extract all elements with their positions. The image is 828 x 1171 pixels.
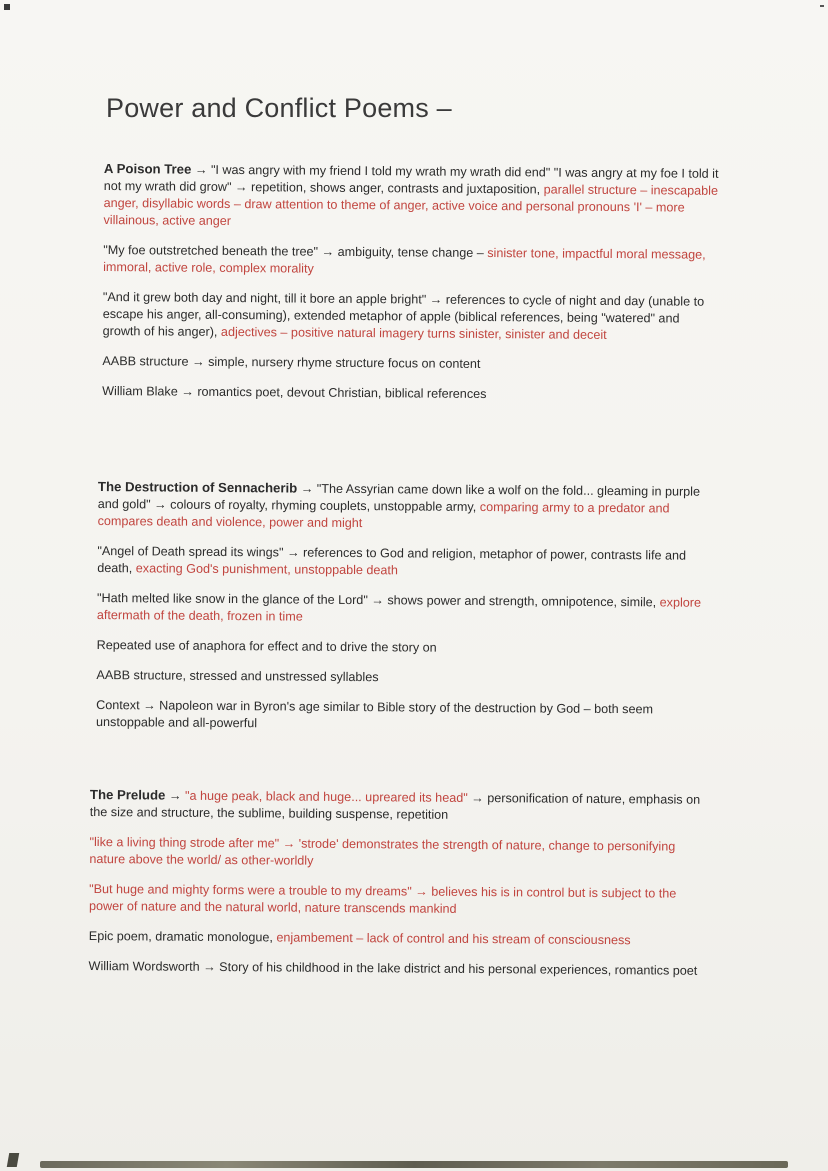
analysis-text: simple, nursery rhyme structure focus on content bbox=[208, 354, 481, 371]
analysis-text: Repeated use of anaphora for effect and to drive the story on bbox=[96, 637, 437, 655]
analysis-text: shows power and strength, omnipotence, simile, bbox=[387, 593, 657, 610]
arrow-icon: → bbox=[143, 698, 156, 713]
scan-corner-mark-right bbox=[820, 5, 824, 7]
analysis-red-text: believes his is in control but is subject to the power of nature and the natural world, nature transcends mankind bbox=[89, 884, 677, 916]
arrow-icon: → bbox=[181, 384, 194, 399]
note-label: William Wordsworth bbox=[88, 958, 200, 974]
analysis-text: romantics poet, devout Christian, biblical references bbox=[197, 384, 487, 402]
analysis-red-text: parallel structure – inescapable anger, disyllabic words – draw attention to theme of anger, active voice and personal pronouns 'I' – more villainous, active anger bbox=[103, 182, 719, 228]
analysis-text: Napoleon war in Byron's age similar to Bible story of the destruction by God – both seem unstoppable and all-powerful bbox=[96, 698, 654, 731]
quote-red-text: "But huge and mighty forms were a trouble to my dreams" bbox=[89, 881, 412, 899]
quote-red-text: "like a living thing strode after me" bbox=[89, 834, 280, 851]
arrow-icon: → bbox=[321, 244, 335, 259]
arrow-icon: → bbox=[429, 292, 443, 307]
note-paragraph bbox=[103, 289, 718, 345]
analysis-text: Story of his childhood in the lake district and his personal experiences, romantics poet bbox=[219, 960, 698, 978]
note-paragraph bbox=[96, 667, 711, 689]
note-paragraph bbox=[102, 383, 717, 405]
scan-bottom-edge bbox=[40, 1161, 788, 1168]
arrow-icon: → bbox=[168, 788, 182, 803]
quote-text: "I was angry with my friend I told my wrath my wrath did end" "I was angry at my foe I told it not my wrath did grow" bbox=[103, 162, 719, 195]
note-paragraph bbox=[97, 543, 712, 582]
scan-edge-mark bbox=[7, 1153, 19, 1167]
arrow-icon: → bbox=[154, 497, 167, 512]
note-paragraph bbox=[98, 478, 713, 535]
arrow-icon: → bbox=[415, 884, 428, 899]
scan-corner-mark bbox=[4, 4, 10, 10]
analysis-text: AABB structure, stressed and unstressed syllables bbox=[96, 667, 379, 685]
quote-text: "Angel of Death spread its wings" bbox=[97, 543, 284, 560]
section-the-prelude bbox=[88, 786, 705, 993]
analysis-text: ambiguity, tense change – bbox=[337, 244, 484, 260]
note-label: AABB structure bbox=[102, 353, 189, 369]
arrow-icon: → bbox=[371, 593, 384, 608]
analysis-red-text: 'strode' demonstrates the strength of nature, change to personifying nature above the world/ as other-worldly bbox=[89, 836, 676, 868]
note-paragraph bbox=[89, 834, 704, 873]
note-paragraph bbox=[97, 590, 712, 629]
analysis-red-text: adjectives – positive natural imagery turns sinister, sinister and deceit bbox=[220, 324, 607, 342]
note-label: William Blake bbox=[102, 383, 178, 399]
section-destruction-of-sennacherib bbox=[96, 478, 713, 749]
analysis-text: personification of nature, emphasis on the size and structure, the sublime, building suspense, repetition bbox=[89, 791, 701, 822]
quote-text: "My foe outstretched beneath the tree" bbox=[103, 242, 319, 259]
arrow-icon: → bbox=[286, 545, 300, 560]
quote-text: "Hath melted like snow in the glance of the Lord" bbox=[97, 590, 368, 608]
poem-title: A Poison Tree bbox=[103, 160, 192, 177]
analysis-red-text: exacting God's punishment, unstoppable death bbox=[135, 561, 399, 578]
note-paragraph bbox=[90, 786, 705, 826]
note-paragraph bbox=[102, 353, 717, 375]
page-title: Power and Conflict Poems – bbox=[106, 93, 452, 123]
arrow-icon: → bbox=[282, 836, 296, 851]
quote-red-text: "a huge peak, black and huge... upreared its head" bbox=[184, 788, 468, 805]
arrow-icon: → bbox=[191, 354, 205, 369]
note-label: Context bbox=[96, 697, 140, 713]
poem-title: The Destruction of Sennacherib bbox=[97, 478, 298, 496]
arrow-icon: → bbox=[194, 162, 208, 177]
analysis-red-text: enjambement – lack of control and his stream of consciousness bbox=[276, 930, 631, 948]
poem-title: The Prelude bbox=[89, 786, 166, 803]
quote-text: "The Assyrian came down like a wolf on the fold... gleaming in purple and gold" bbox=[97, 481, 701, 512]
analysis-text: references to God and religion, metaphor of power, contrasts life and death, bbox=[97, 545, 687, 576]
note-paragraph bbox=[89, 881, 704, 920]
note-paragraph bbox=[89, 958, 704, 980]
note-paragraph bbox=[103, 160, 719, 234]
note-paragraph bbox=[97, 637, 712, 659]
arrow-icon: → bbox=[234, 180, 248, 195]
analysis-red-text: explore aftermath of the death, frozen in time bbox=[96, 595, 702, 624]
analysis-red-text: comparing army to a predator and compares death and violence, power and might bbox=[97, 499, 670, 531]
note-paragraph bbox=[96, 697, 711, 736]
arrow-icon: → bbox=[203, 959, 216, 974]
analysis-text: colours of royalty, rhyming couplets, unstoppable army, bbox=[170, 497, 477, 514]
section-a-poison-tree bbox=[102, 160, 719, 418]
note-paragraph bbox=[89, 928, 704, 950]
analysis-text: Epic poem, dramatic monologue, bbox=[88, 928, 273, 945]
analysis-text: repetition, shows anger, contrasts and juxtaposition, bbox=[251, 180, 541, 197]
arrow-icon: → bbox=[300, 481, 314, 496]
analysis-text: references to cycle of night and day (unable to escape his anger, all-consuming), extended metaphor of apple (biblical references, being "watered" and growth of his anger), bbox=[102, 292, 705, 339]
analysis-red-text: sinister tone, impactful moral message, immoral, active role, complex morality bbox=[103, 246, 706, 276]
quote-text: "And it grew both day and night, till it bore an apple bright" bbox=[102, 289, 427, 307]
arrow-icon: → bbox=[471, 790, 484, 806]
note-paragraph bbox=[103, 242, 718, 281]
